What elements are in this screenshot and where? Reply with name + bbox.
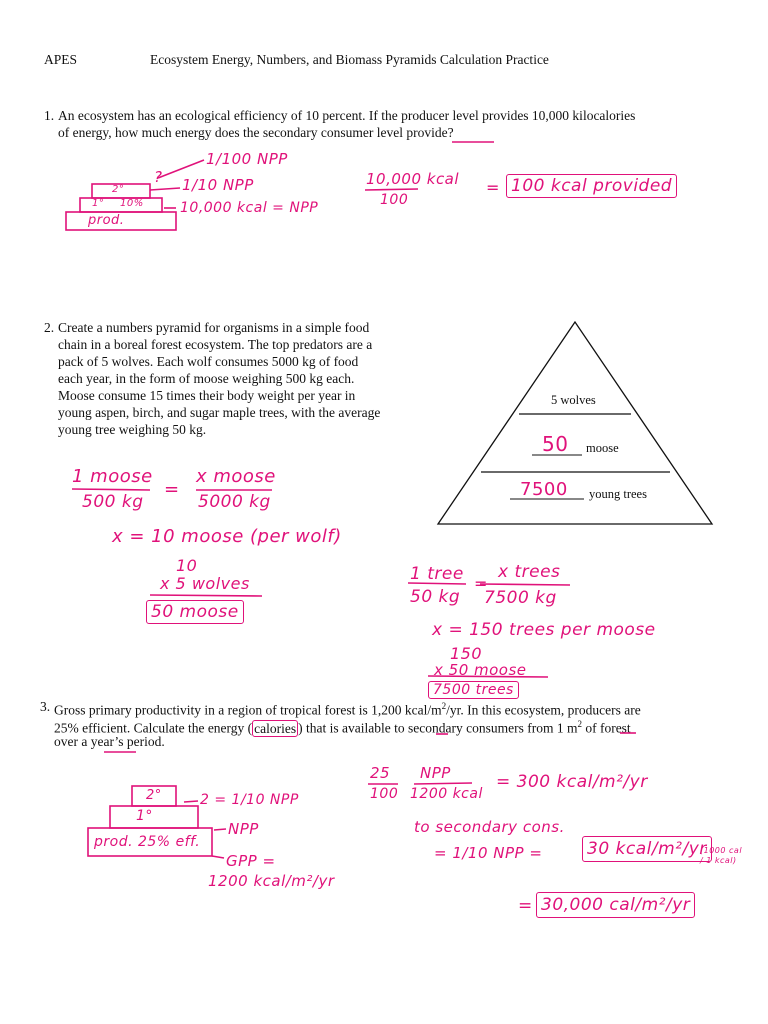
q3-number: 3.: [40, 699, 51, 714]
q3-line2-sup: 2: [577, 719, 582, 729]
q1-answer-box: 100 kcal provided: [506, 174, 677, 198]
q1-tenth-npp: 1/10 NPP: [182, 176, 254, 194]
q1-hundredth-npp: 1/100 NPP: [206, 150, 288, 168]
q3-calc-den-right: 1200 kcal: [410, 786, 483, 802]
q2-text-line7: young tree weighing 50 kg.: [58, 422, 207, 437]
q2-eq2: =: [474, 574, 488, 593]
q1-tier-percent: 10%: [120, 198, 144, 209]
q1-producer-npp: 10,000 kcal = NPP: [180, 200, 319, 216]
q3-label-gpp-value: 1200 kcal/m²/yr: [208, 872, 335, 890]
pyramid-trees-answer: 7500: [520, 479, 568, 500]
q2-eq1: =: [164, 479, 180, 500]
q2-ratio1-den-right: 5000 kg: [198, 492, 271, 512]
q2-mult-top: 10: [176, 556, 198, 575]
q1-tier-primary: 1°: [92, 198, 105, 209]
q3-line2-b: ) that is available to secondary consumers from 1 m: [298, 720, 578, 736]
q2-ratio1-num-right: x moose: [196, 466, 276, 487]
q2-text-line6: young aspen, birch, and sugar maple trees, with the average: [58, 405, 381, 420]
q2-text-line5: Moose consume 15 times their body weight per year in: [58, 388, 356, 403]
pyramid-top-label: 5 wolves: [551, 393, 596, 407]
q3-tier-producer: prod. 25% eff.: [94, 834, 201, 850]
q3-line1-sup: 2: [441, 701, 447, 711]
q2-result2: x = 150 trees per moose: [432, 620, 656, 640]
q2-result1: x = 10 moose (per wolf): [112, 526, 342, 547]
q3-calc-num-left: 25: [370, 764, 391, 782]
q2-mult-bottom: x 5 wolves: [160, 574, 250, 593]
q3-label-secondary: 2 = 1/10 NPP: [200, 792, 299, 808]
q3-tier-secondary: 2°: [146, 788, 162, 803]
q2-mult2-top: 150: [450, 644, 483, 663]
q3-text-line3: over a year’s period.: [54, 734, 165, 749]
q3-line2-a: 25% efficient. Calculate the energy (: [54, 720, 253, 736]
pyramid-bottom-label: young trees: [589, 487, 647, 501]
pyramid-mid-label: moose: [586, 441, 619, 455]
q3-line2-c: of forest: [581, 720, 631, 736]
q3-conversion: (1000 cal / 1 kcal): [700, 846, 743, 865]
q2-ratio2-num-right: x trees: [498, 562, 561, 582]
q1-question-mark: ?: [154, 168, 163, 186]
q2-mult2-bottom: x 50 moose: [434, 661, 527, 679]
q1-tier-secondary: 2°: [112, 184, 125, 195]
q2-text-line3: pack of 5 wolves. Each wolf consumes 5000 kg of food: [58, 354, 359, 369]
q2-ratio2-den-left: 50 kg: [410, 587, 461, 607]
q3-equals-cal: =: [518, 896, 533, 916]
q1-fraction-numerator: 10,000 kcal: [366, 170, 460, 188]
q3-line1-a: Gross primary productivity in a region of tropical forest is 1,200 kcal/m: [54, 702, 442, 718]
q1-equals: =: [486, 178, 500, 197]
q2-trees-total-box: 7500 trees: [428, 681, 519, 699]
worksheet-title: Ecosystem Energy, Numbers, and Biomass Pyramids Calculation Practice: [150, 52, 549, 67]
q3-tier-primary: 1°: [136, 808, 153, 824]
q3-label-npp: NPP: [228, 820, 259, 838]
q3-to-secondary: to secondary cons.: [414, 818, 565, 836]
q1-tier-producer: prod.: [88, 213, 125, 228]
q2-number: 2.: [44, 320, 55, 335]
q3-answer-cal-box: 30,000 cal/m²/yr: [536, 892, 695, 918]
q2-ratio2-den-right: 7500 kg: [484, 588, 557, 608]
q1-number: 1.: [44, 108, 55, 123]
q3-tenth-npp: = 1/10 NPP =: [434, 844, 543, 862]
q3-calc-result: = 300 kcal/m²/yr: [496, 772, 648, 792]
q1-text-line2: of energy, how much energy does the secondary consumer level provide?: [58, 125, 454, 140]
q2-ratio1-num-left: 1 moose: [72, 466, 153, 487]
course-label: APES: [44, 52, 78, 67]
q3-calories-box: calories: [254, 720, 297, 736]
q2-text-line1: Create a numbers pyramid for organisms in a simple food: [58, 320, 370, 335]
q2-ratio2-num-left: 1 tree: [410, 564, 464, 584]
q2-moose-total-box: 50 moose: [146, 600, 244, 624]
q3-line1-b: /yr. In this ecosystem, producers are: [446, 702, 641, 718]
q3-answer-kcal-box: 30 kcal/m²/yr: [582, 836, 712, 862]
q3-calc-den-left: 100: [370, 786, 399, 802]
q2-text-line4: each year, in the form of moose weighing 500 kg each.: [58, 371, 355, 386]
q3-label-gpp: GPP =: [226, 852, 276, 870]
q1-fraction-denominator: 100: [380, 192, 409, 208]
q2-text-line2: chain in a boreal forest ecosystem. The top predators are a: [58, 337, 373, 352]
q1-text-line1: An ecosystem has an ecological efficiency of 10 percent. If the producer level provides 10,000 kilocalories: [58, 108, 636, 123]
q3-calc-num-right: NPP: [420, 764, 451, 782]
q2-ratio1-den-left: 500 kg: [82, 492, 144, 512]
pyramid-moose-answer: 50: [542, 432, 569, 456]
